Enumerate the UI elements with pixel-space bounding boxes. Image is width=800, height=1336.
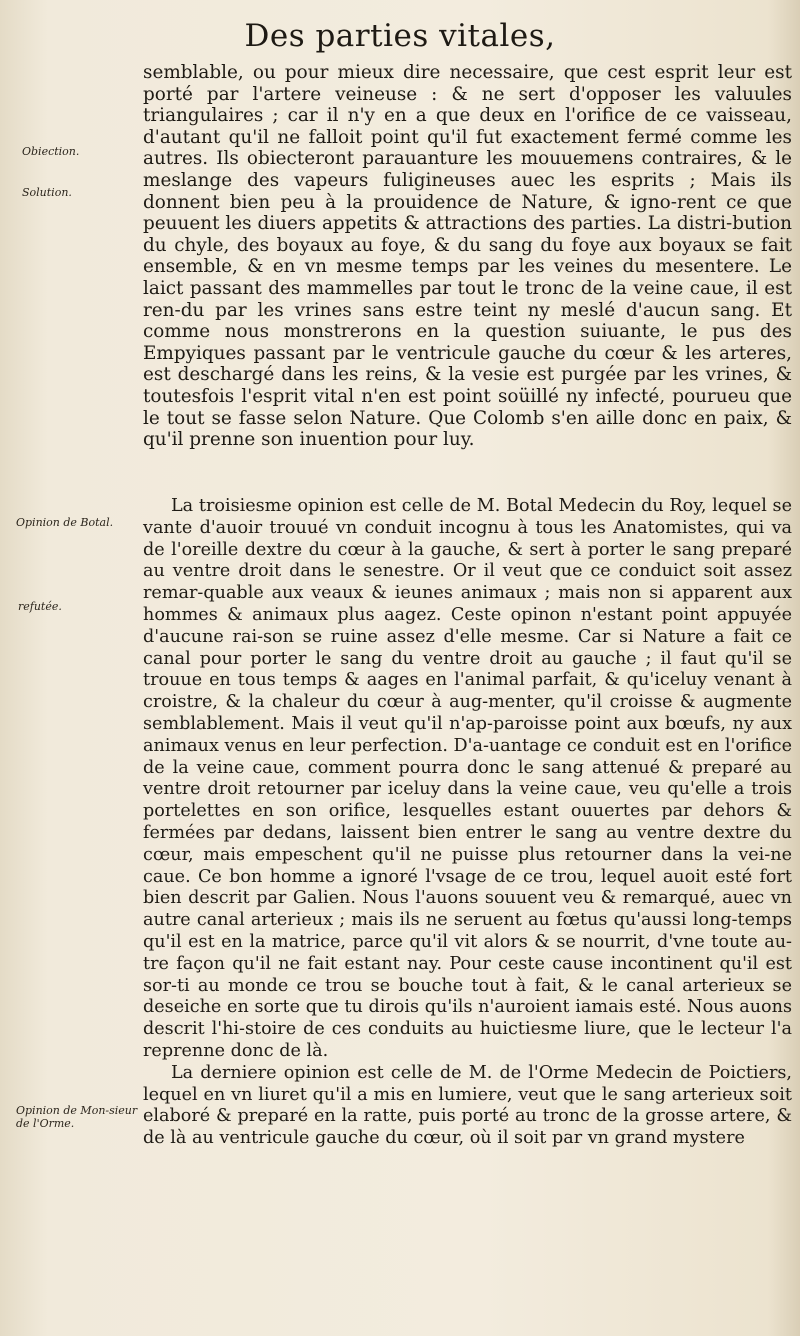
margin-note-refute: refutée.	[18, 600, 62, 613]
paragraph-1: semblable, ou pour mieux dire necessaire, que cest esprit leur est porté par l'artere veineuse : & ne sert d'opposer les valuules triangulaires ; car il n'y en a que deux en l'orifice de ce vaisseau, d'autant qu'il ne falloit point qu'il fut exactement fermé comme les autres. Ils obiecteront parauanture les mouuemens contraires, & le meslange des vapeurs fuligineuses auec les esprits ; Mais ils donnent bien peu à la prouidence de Nature, & igno-rent ce que peuuent les diuers appetits & attractions des parties. La distri-bution du chyle, des boyaux au foye, & du sang du foye aux boyaux se fait ensemble, & en vn mesme temps par les veines du mesentere. Le laict passant des mammelles par tout le tronc de la veine caue, il est ren-du par les vrines sans estre teint ny meslé d'aucun sang. Et comme nous monstrerons en la question suiuante, le pus des Empyiques passant par le ventricule gauche du cœur & les arteres, est deschargé dans les reins, & la vesie est purgée par les vrines, & toutesfois l'esprit vital n'en est point soüillé ny infecté, pourueu que le tout se fasse selon Nature. Que Colomb s'en aille donc en paix, & qu'il prenne son inuention pour luy.	[143, 62, 792, 451]
margin-note-solution: Solution.	[22, 186, 72, 199]
paragraph-orme: La derniere opinion est celle de M. de l'Orme Medecin de Poictiers, lequel en vn liuret qu'il a mis en lumiere, veut que le sang arterieux soit elaboré & preparé en la ratte, puis porté au tronc de la grosse artere, & de là au ventricule gauche du cœur, où il soit par vn grand mystere	[143, 1062, 792, 1149]
paragraph-botal: La troisiesme opinion est celle de M. Botal Medecin du Roy, lequel se vante d'auoir trouué vn conduit incognu à tous les Anatomistes, qui va de l'oreille dextre du cœur à la gauche, & sert à porter le sang preparé au ventre droit dans le senestre. Or il veut que ce conduict soit assez remar-quable aux veaux & ieunes animaux ; mais non si apparent aux hommes & animaux plus aagez. Ceste opinon n'estant point appuyée d'aucune rai-son se ruine assez d'elle mesme. Car si Nature a fait ce canal pour porter le sang du ventre droit au gauche ; il faut qu'il se trouue en tous temps & aages en l'animal parfait, & qu'iceluy venant à croistre, & la chaleur du cœur à aug-menter, qu'il croisse & augmente semblablement. Mais il veut qu'il n'ap-paroisse point aux bœufs, ny aux animaux venus en leur perfection. D'a-uantage ce conduit est en l'orifice de la veine caue, comment pourra donc le sang attenué & preparé au ventre droit retourner par iceluy dans la veine caue, veu qu'elle a trois portelettes en son orifice, lesquelles estant ouuertes par dehors & fermées par dedans, laissent bien entrer le sang au ventre dextre du cœur, mais empeschent qu'il ne puisse plus retourner dans la vei-ne caue. Ce bon homme a ignoré l'vsage de ce trou, lequel auoit esté fort bien descrit par Galien. Nous l'auons souuent veu & remarqué, auec vn autre canal arterieux ; mais ils ne seruent au fœtus qu'aussi long-temps qu'il est en la matrice, parce qu'il vit alors & se nourrit, d'vne toute au-tre façon qu'il ne fait estant nay. Pour ceste cause incontinent qu'il est sor-ti au monde ce trou se bouche tout à fait, & le canal arterieux se deseiche en sorte que tu dirois qu'ils n'auroient iamais esté. Nous auons descrit l'hi-stoire de ces conduits au huictiesme liure, que le lecteur l'a reprenne donc de là.	[143, 496, 792, 1061]
margin-note-orme: Opinion de Mon-sieur de l'Orme.	[16, 1104, 138, 1130]
text-block-opinions	[143, 496, 792, 1150]
running-head: Des parties vitales,	[244, 18, 556, 54]
text-block-continuation	[143, 62, 792, 451]
margin-note-objection: Obiection.	[22, 145, 80, 158]
margin-note-botal: Opinion de Botal.	[16, 516, 114, 529]
